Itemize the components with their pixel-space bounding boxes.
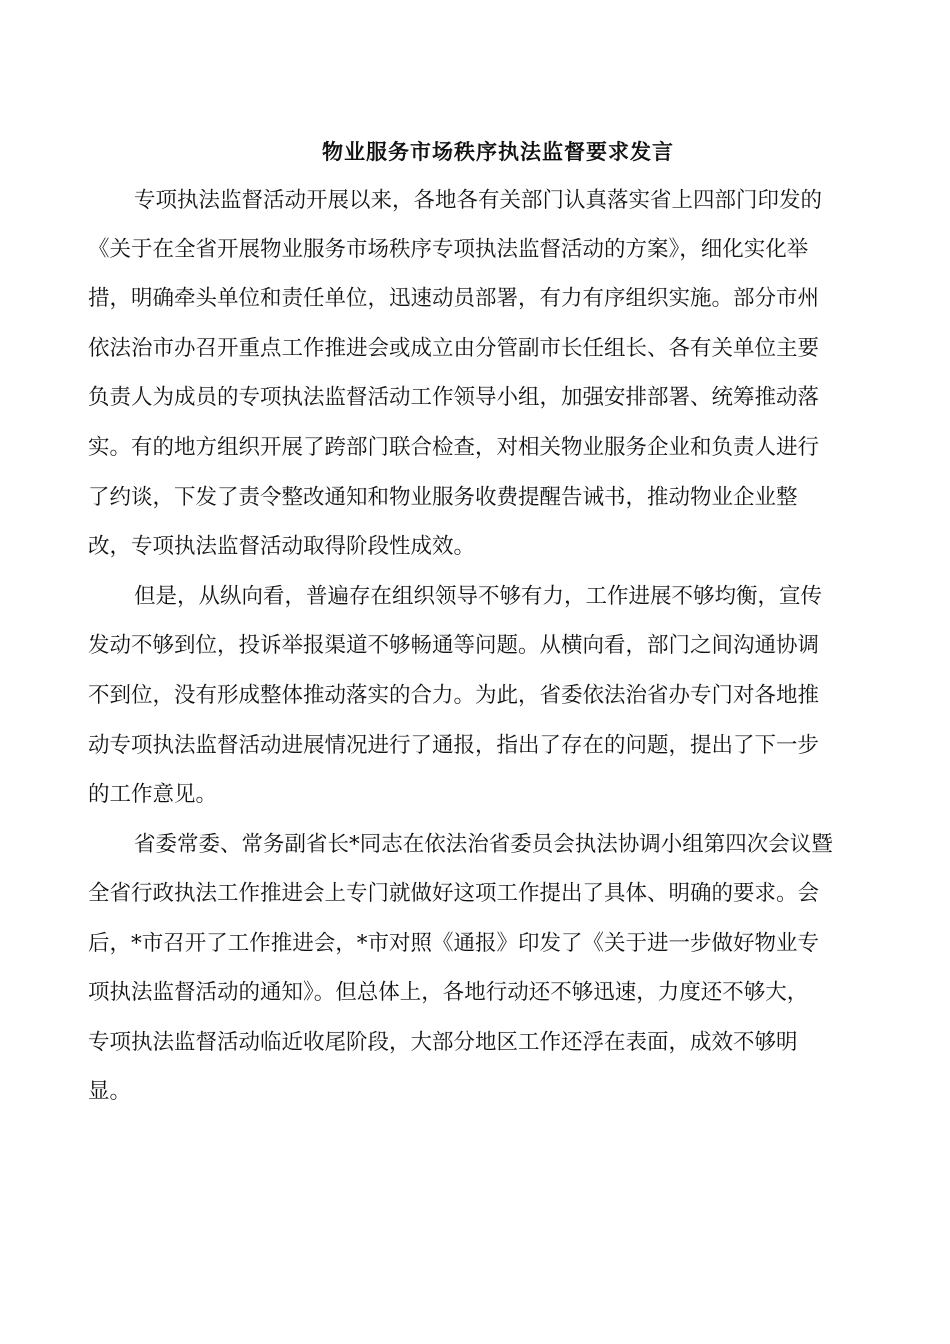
paragraph-1-line-1: 专项执法监督活动开展以来，各地各有关部门认真落实省上四部门印发的 bbox=[134, 188, 823, 213]
paragraph-1-line-7: 了约谈，下发了责令整改通知和物业服务收费提醒告诫书，推动物业企业整 bbox=[88, 485, 798, 510]
paragraph-2-line-4: 动专项执法监督活动进展情况进行了通报，指出了存在的问题，提出了下一步 bbox=[88, 733, 820, 758]
paragraph-3-line-6: 显。 bbox=[88, 1079, 132, 1104]
paragraph-3-line-4: 项执法监督活动的通知》。但总体上，各地行动还不够迅速，力度还不够大， bbox=[88, 980, 809, 1005]
paragraph-1-line-2: 《关于在全省开展物业服务市场秩序专项执法监督活动的方案》，细化实化举 bbox=[88, 237, 809, 262]
paragraph-2-line-3: 不到位，没有形成整体推动落实的合力。为此，省委依法治省办专门对各地推 bbox=[88, 683, 820, 708]
paragraph-1-line-6: 实。有的地方组织开展了跨部门联合检查，对相关物业服务企业和负责人进行 bbox=[88, 435, 820, 460]
document-title: 物业服务市场秩序执法监督要求发言 bbox=[322, 139, 674, 164]
paragraph-2-line-5: 的工作意见。 bbox=[88, 782, 218, 807]
paragraph-1-line-3: 措，明确牵头单位和责任单位，迅速动员部署，有力有序组织实施。部分市州 bbox=[88, 286, 820, 311]
paragraph-1-line-5: 负责人为成员的专项执法监督活动工作领导小组，加强安排部署、统筹推动落 bbox=[88, 385, 820, 410]
paragraph-3-line-5: 专项执法监督活动临近收尾阶段，大部分地区工作还浮在表面，成效不够明 bbox=[88, 1030, 798, 1055]
paragraph-3-line-2: 全省行政执法工作推进会上专门就做好这项工作提出了具体、明确的要求。会 bbox=[88, 881, 820, 906]
paragraph-1-line-4: 依法治市办召开重点工作推进会或成立由分管副市长任组长、各有关单位主要 bbox=[88, 336, 820, 361]
paragraph-1-line-8: 改，专项执法监督活动取得阶段性成效。 bbox=[88, 534, 476, 559]
paragraph-3-line-1: 省委常委、常务副省长*同志在依法治省委员会执法协调小组第四次会议暨 bbox=[134, 832, 833, 857]
paragraph-2-line-1: 但是，从纵向看，普遍存在组织领导不够有力，工作进展不够均衡，宣传 bbox=[134, 584, 823, 609]
paragraph-3-line-3: 后，*市召开了工作推进会，*市对照《通报》印发了《关于进一步做好物业专 bbox=[88, 931, 820, 956]
paragraph-2-line-2: 发动不够到位，投诉举报渠道不够畅通等问题。从横向看，部门之间沟通协调 bbox=[88, 633, 820, 658]
